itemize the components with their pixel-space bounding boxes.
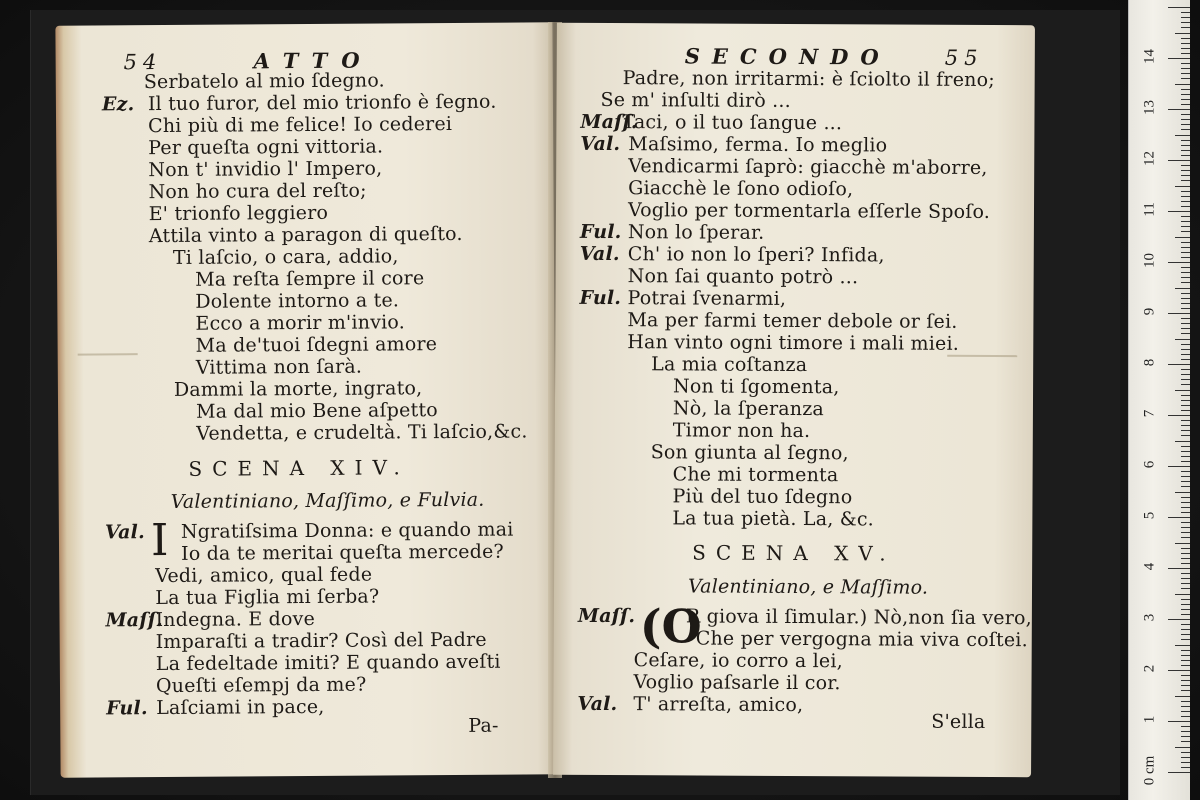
scene-cast-xv: Valentiniano, e Maſſimo.	[687, 575, 929, 599]
verse-line: Ma de'tuoi ſdegni amore	[195, 333, 438, 357]
ruler-tick	[1181, 53, 1190, 54]
ruler-tick	[1181, 170, 1190, 171]
ruler-label: 3	[1141, 613, 1158, 622]
ruler-label: 12	[1141, 151, 1158, 166]
ruler-tick	[1181, 639, 1190, 640]
verse-line: Ecco a morir m'invio.	[195, 311, 405, 335]
verse-line: Timor non ha.	[672, 419, 811, 443]
catchword-right: S'ella	[931, 710, 986, 734]
ruler-tick	[1181, 548, 1190, 549]
ruler-tick	[1181, 731, 1190, 732]
ruler-tick	[1181, 129, 1190, 130]
ruler-label: 6	[1141, 460, 1158, 469]
verse-line: Taci, o il tuo ſangue ...	[622, 111, 843, 135]
verse-line: E' trionfo leggiero	[148, 201, 329, 226]
ruler-tick	[1181, 216, 1190, 217]
ruler-tick	[1175, 492, 1190, 493]
verse-line: Son giunta al ſegno,	[650, 441, 849, 465]
speaker-label: Maſſ.	[577, 604, 636, 628]
verse-line: Vittima non ſarà.	[195, 355, 363, 379]
ruler-tick	[1168, 7, 1190, 8]
ruler-tick	[1181, 27, 1190, 28]
ruler-tick	[1168, 619, 1190, 620]
right-page	[553, 23, 1035, 777]
ruler-tick	[1181, 272, 1190, 273]
ruler-tick	[1181, 22, 1190, 23]
ruler-tick	[1181, 502, 1190, 503]
verse-line: Ch' io non lo ſperi? Infida,	[627, 243, 885, 267]
ruler-tick	[1168, 517, 1190, 518]
ruler-tick	[1181, 512, 1190, 513]
verse-line: Dammi la morte, ingrato,	[173, 377, 423, 401]
ruler-tick	[1181, 430, 1190, 431]
ruler-tick	[1175, 84, 1190, 85]
ruler-tick	[1175, 135, 1190, 136]
verse-line: La mia coſtanza	[651, 353, 808, 377]
verse-line: Il tuo furor, del mio trionfo è ſegno.	[147, 90, 497, 116]
ruler-tick	[1175, 186, 1190, 187]
verse-line: Vendetta, e crudeltà. Ti laſcio,&c.	[196, 420, 528, 445]
ruler-label: 9	[1141, 307, 1158, 316]
ruler-tick	[1181, 318, 1190, 319]
ruler-tick	[1168, 58, 1190, 59]
catchword-left: Pa-	[468, 714, 499, 737]
ruler-label: 11	[1141, 202, 1158, 217]
verse-line: Serbatelo al mio ſdegno.	[143, 69, 385, 94]
ruler-tick	[1181, 48, 1190, 49]
ruler-tick	[1175, 696, 1190, 697]
left-page	[55, 22, 557, 777]
ruler-tick	[1181, 507, 1190, 508]
ruler-tick	[1181, 537, 1190, 538]
ruler-tick	[1181, 323, 1190, 324]
ruler-tick	[1181, 43, 1190, 44]
ruler-tick	[1181, 624, 1190, 625]
ruler-tick	[1181, 583, 1190, 584]
ruler-tick	[1181, 685, 1190, 686]
verse-line: Vendicarmi ſaprò: giacchè m'aborre,	[628, 155, 988, 180]
speaker-label: Val.	[577, 692, 618, 716]
verse-line: Maſsimo, ferma. Io meglio	[628, 133, 888, 157]
verse-line: Attila vinto a paragon di queſto.	[148, 222, 463, 248]
ruler-tick	[1168, 721, 1190, 722]
ruler-tick	[1181, 711, 1190, 712]
ruler-tick	[1181, 476, 1190, 477]
ruler-tick	[1168, 211, 1190, 212]
verse-line: La tua Figlia mi ſerba?	[155, 585, 380, 610]
ruler-tick	[1181, 578, 1190, 579]
ruler-tick	[1168, 670, 1190, 671]
ruler-tick	[1181, 231, 1190, 232]
scene-title-xv: SCENA XV.	[692, 540, 896, 566]
ruler-tick	[1181, 762, 1190, 763]
ruler-tick	[1175, 33, 1190, 34]
speaker-label: Val.	[580, 132, 621, 156]
verse-line: La tua pietà. La, &c.	[672, 507, 875, 531]
ruler-tick	[1181, 99, 1190, 100]
ruler-label: 0 cm	[1141, 755, 1158, 786]
ruler-tick	[1181, 481, 1190, 482]
ruler-tick	[1181, 395, 1190, 396]
ruler-tick	[1181, 124, 1190, 125]
ruler-tick	[1181, 522, 1190, 523]
ruler-tick	[1168, 772, 1190, 773]
verse-line: Ma per farmi temer debole or ſei.	[627, 309, 958, 333]
ruler-tick	[1181, 328, 1190, 329]
ruler-tick	[1181, 486, 1190, 487]
running-header-right: SECONDO	[684, 43, 891, 70]
ruler-tick	[1181, 298, 1190, 299]
page-crease	[78, 353, 138, 355]
ruler-tick	[1181, 471, 1190, 472]
ruler-tick	[1168, 415, 1190, 416]
verse-line: Per queſta ogni vittoria.	[148, 135, 384, 160]
ruler-tick	[1181, 532, 1190, 533]
ruler-tick	[1175, 543, 1190, 544]
ruler-tick	[1168, 262, 1190, 263]
page-crease-right	[947, 355, 1017, 357]
verse-line: Dolente intorno a te.	[195, 289, 400, 313]
ruler-tick	[1181, 736, 1190, 737]
ruler-tick	[1181, 435, 1190, 436]
ruler-tick	[1181, 180, 1190, 181]
speaker-label: Val.	[579, 242, 620, 266]
ruler-tick	[1181, 175, 1190, 176]
running-header-left: ATTO	[253, 47, 374, 74]
ruler-tick	[1181, 221, 1190, 222]
ruler-tick	[1181, 558, 1190, 559]
ruler-label: 8	[1141, 358, 1158, 367]
ruler-tick	[1181, 726, 1190, 727]
verse-line: Nò, la ſperanza	[672, 397, 825, 421]
speaker-label: Maſſ.	[105, 609, 163, 632]
verse-line: Non ſai quanto potrò ...	[627, 265, 859, 289]
ruler-tick	[1181, 634, 1190, 635]
verse-line: Han vinto ogni timore i mali miei.	[627, 331, 960, 355]
verse-line: Ma reſta ſempre il core	[195, 267, 425, 291]
verse-line: Ma dal mio Bene aſpetto	[196, 399, 438, 423]
speaker-label: Ful.	[579, 286, 622, 310]
ruler-tick	[1175, 594, 1190, 595]
verse-line: Vedi, amico, qual fede	[155, 563, 373, 588]
ruler-tick	[1181, 716, 1190, 717]
ruler-tick	[1181, 119, 1190, 120]
ruler-label: 4	[1141, 562, 1158, 571]
ruler-tick	[1181, 359, 1190, 360]
verse-line: Non ho cura del reſto;	[148, 179, 367, 204]
verse-line: Ti laſcio, o cara, addio,	[172, 245, 399, 269]
verse-line: Che per vergogna mia viva coſtei.	[695, 627, 1028, 652]
ruler-tick	[1181, 741, 1190, 742]
ruler-tick	[1181, 752, 1190, 753]
ruler-tick	[1181, 420, 1190, 421]
ruler-tick	[1168, 466, 1190, 467]
verse-line: R giova il ſimular.) Nò,non ſia vero,	[685, 605, 1032, 630]
verse-line: Chi più di me felice! Io cederei	[148, 112, 453, 138]
verse-line: Indegna. E dove	[155, 607, 316, 632]
ruler-tick	[1181, 308, 1190, 309]
ruler-tick	[1181, 257, 1190, 258]
verse-line: Non lo ſperar.	[627, 221, 765, 244]
verse-line: Non ti ſgomenta,	[673, 375, 840, 399]
ruler-tick	[1181, 410, 1190, 411]
ruler-tick	[1181, 369, 1190, 370]
verse-line: Non t' invidio l' Impero,	[148, 157, 383, 182]
ruler-tick	[1181, 425, 1190, 426]
ruler-tick	[1181, 63, 1190, 64]
ruler-tick	[1181, 604, 1190, 605]
ruler-tick	[1181, 614, 1190, 615]
speaker-label: Maſſ.	[580, 110, 638, 134]
ruler-tick	[1181, 155, 1190, 156]
ruler-tick	[1181, 89, 1190, 90]
ruler-tick	[1175, 645, 1190, 646]
scene-title-xiv: SCENA XIV.	[188, 455, 410, 481]
verse-line: Imparaſti a tradir? Così del Padre	[155, 628, 487, 654]
ruler-tick	[1181, 553, 1190, 554]
ruler-tick	[1168, 160, 1190, 161]
ruler-label: 2	[1141, 664, 1158, 673]
ruler-tick	[1181, 165, 1190, 166]
ruler-tick	[1181, 303, 1190, 304]
ruler-tick	[1181, 690, 1190, 691]
ruler-tick	[1168, 568, 1190, 569]
drop-cap-i: I	[150, 514, 169, 567]
ruler-tick	[1168, 109, 1190, 110]
ruler-tick	[1181, 201, 1190, 202]
verse-line: La fedeltade imiti? E quando aveſti	[155, 650, 501, 676]
ruler-tick	[1181, 660, 1190, 661]
ruler-tick	[1181, 38, 1190, 39]
verse-line: Padre, non irritarmi: è ſciolto il freno;	[622, 67, 995, 92]
ruler-tick	[1181, 456, 1190, 457]
ruler-tick	[1168, 313, 1190, 314]
drop-cap-o: (O	[639, 599, 702, 654]
ruler-tick	[1181, 94, 1190, 95]
ruler-tick	[1175, 339, 1190, 340]
verse-line: Ngratiſsima Donna: e quando mai	[180, 518, 514, 543]
scene-cast-xiv: Valentiniano, Maſſimo, e Fulvia.	[170, 488, 485, 513]
scale-ruler	[1128, 0, 1190, 800]
ruler-tick	[1181, 655, 1190, 656]
ruler-tick	[1181, 599, 1190, 600]
ruler-tick	[1181, 701, 1190, 702]
verse-line: Laſciami in pace,	[156, 695, 325, 720]
ruler-tick	[1181, 451, 1190, 452]
verse-line: Voglio per tormentarla eſſerle Spoſo.	[627, 199, 991, 224]
ruler-tick	[1181, 573, 1190, 574]
ruler-tick	[1181, 497, 1190, 498]
ruler-tick	[1181, 293, 1190, 294]
ruler-label: 5	[1141, 511, 1158, 520]
ruler-tick	[1181, 379, 1190, 380]
ruler-tick	[1181, 675, 1190, 676]
ruler-tick	[1181, 242, 1190, 243]
verse-line: Potrai ſvenarmi,	[627, 287, 787, 310]
speaker-label: Ez.	[101, 93, 135, 116]
ruler-tick	[1181, 354, 1190, 355]
ruler-tick	[1181, 349, 1190, 350]
ruler-tick	[1181, 344, 1190, 345]
ruler-tick	[1181, 247, 1190, 248]
ruler-tick	[1181, 104, 1190, 105]
ruler-tick	[1181, 706, 1190, 707]
ruler-tick	[1181, 150, 1190, 151]
verse-line: Se m' inſulti dirò ...	[600, 88, 791, 112]
ruler-tick	[1175, 441, 1190, 442]
verse-line: Ceſare, io corro a lei,	[633, 649, 843, 673]
verse-line: Giacchè le ſono odioſo,	[628, 177, 854, 201]
ruler-tick	[1181, 282, 1190, 283]
ruler-tick	[1181, 384, 1190, 385]
ruler-tick	[1175, 237, 1190, 238]
ruler-tick	[1181, 333, 1190, 334]
ruler-tick	[1181, 527, 1190, 528]
ruler-tick	[1181, 374, 1190, 375]
verse-line: Che mi tormenta	[672, 463, 839, 487]
ruler-tick	[1181, 114, 1190, 115]
ruler-tick	[1181, 206, 1190, 207]
ruler-tick	[1181, 446, 1190, 447]
page-number-right: 55	[944, 45, 984, 70]
ruler-tick	[1181, 400, 1190, 401]
speaker-label: Ful.	[579, 220, 622, 244]
verse-line: Voglio paſsarle il cor.	[633, 671, 841, 695]
ruler-tick	[1175, 288, 1190, 289]
ruler-label: 10	[1141, 253, 1158, 268]
ruler-label: 14	[1141, 49, 1158, 64]
verse-line: Queſti eſempj da me?	[155, 673, 367, 698]
ruler-tick	[1181, 226, 1190, 227]
ruler-tick	[1181, 140, 1190, 141]
ruler-tick	[1175, 390, 1190, 391]
ruler-tick	[1181, 277, 1190, 278]
ruler-tick	[1175, 747, 1190, 748]
ruler-tick	[1181, 461, 1190, 462]
ruler-tick	[1181, 405, 1190, 406]
ruler-tick	[1181, 68, 1190, 69]
ruler-label: 13	[1141, 100, 1158, 115]
ruler-tick	[1181, 252, 1190, 253]
ruler-tick	[1181, 196, 1190, 197]
ruler-tick	[1181, 629, 1190, 630]
ruler-tick	[1181, 665, 1190, 666]
ruler-tick	[1181, 680, 1190, 681]
ruler-tick	[1181, 609, 1190, 610]
ruler-tick	[1168, 364, 1190, 365]
ruler-tick	[1181, 767, 1190, 768]
ruler-label: 7	[1141, 409, 1158, 418]
ruler-tick	[1181, 12, 1190, 13]
page-number-left: 54	[123, 49, 163, 75]
ruler-tick	[1181, 563, 1190, 564]
ruler-tick	[1181, 145, 1190, 146]
ruler-tick	[1181, 78, 1190, 79]
verse-line: T' arreſta, amico,	[633, 693, 804, 717]
ruler-tick	[1181, 757, 1190, 758]
verse-line: Io da te meritai queſta mercede?	[180, 540, 504, 565]
ruler-tick	[1181, 17, 1190, 18]
speaker-label: Val.	[104, 521, 145, 544]
ruler-tick	[1181, 650, 1190, 651]
speaker-label: Ful.	[106, 697, 148, 720]
ruler-tick	[1181, 73, 1190, 74]
verse-line: Più del tuo ſdegno	[672, 485, 853, 509]
ruler-tick	[1181, 191, 1190, 192]
ruler-tick	[1181, 267, 1190, 268]
ruler-tick	[1181, 588, 1190, 589]
ruler-label: 1	[1141, 715, 1158, 724]
